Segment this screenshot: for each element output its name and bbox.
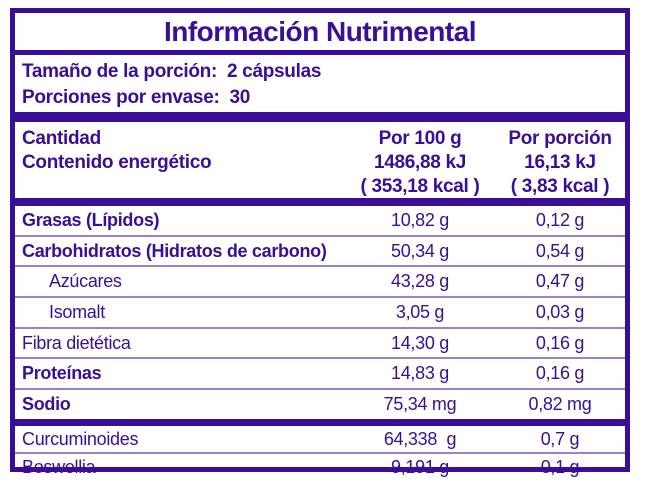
per-100g-kcal: ( 353,18 kcal ) [360, 176, 480, 197]
row-portion-value: 0,16 g [535, 332, 585, 353]
row-label: Grasas (Lípidos) [22, 209, 160, 230]
table-row-proteinas [15, 359, 625, 390]
row-per100-value: 43,28 g [391, 271, 449, 292]
row-portion-value: 0,54 g [535, 240, 585, 261]
per-portion-kj: 16,13 kJ [524, 152, 596, 173]
row-per100-value: 14,30 g [391, 332, 449, 353]
row-label: Isomalt [49, 301, 105, 322]
row-per100-value: 10,82 g [391, 209, 449, 230]
per-100g-title: Por 100 g [378, 128, 462, 149]
row-portion-value: 0,82 mg [528, 393, 592, 414]
table-row-boswellia [15, 454, 625, 481]
table-header [15, 122, 625, 206]
table-row-grasas [15, 206, 625, 237]
table-row-fibra [15, 329, 625, 360]
table-row-carbohidratos [15, 237, 625, 268]
page-title: Información Nutrimental [163, 15, 477, 47]
title-bar [15, 13, 625, 55]
table-row-azucares [15, 267, 625, 298]
row-per100-value: 3,05 g [395, 301, 445, 322]
header-cantidad: Cantidad [22, 128, 101, 149]
row-label: Fibra dietética [22, 332, 131, 353]
row-label: Boswellia [22, 457, 96, 478]
row-label: Azúcares [49, 271, 122, 292]
row-portion-value: 0,16 g [535, 363, 585, 384]
row-per100-value: 50,34 g [391, 240, 449, 261]
row-portion-value: 0,7 g [540, 428, 580, 449]
row-portion-value: 0,47 g [535, 271, 585, 292]
header-label-column [15, 127, 345, 198]
per-100g-kj: 1486,88 kJ [373, 152, 467, 173]
row-label: Carbohidratos (Hidratos de carbono) [22, 240, 327, 261]
row-label: Proteínas [22, 363, 102, 384]
serving-info-section [15, 55, 625, 122]
per-portion-kcal: ( 3,83 kcal ) [510, 176, 610, 197]
row-label: Sodio [22, 393, 71, 414]
row-portion-value: 0,12 g [535, 209, 585, 230]
row-per100-value: 14,83 g [391, 363, 449, 384]
row-per100-value: 75,34 mg [383, 393, 457, 414]
servings-per-container-text: Porciones por envase: 30 [22, 87, 250, 108]
nutrition-facts-label [10, 8, 630, 478]
table-row-sodio [15, 390, 625, 426]
row-portion-value: 0,03 g [535, 301, 585, 322]
header-contenido-energetico: Contenido energético [22, 152, 212, 173]
table-row-isomalt [15, 298, 625, 329]
header-per-100g-column [345, 127, 495, 198]
table-row-curcuminoides [15, 426, 625, 455]
header-per-portion-column [495, 127, 625, 198]
per-portion-title: Por porción [508, 128, 612, 149]
row-per100-value: 64,338 g [383, 428, 457, 449]
row-portion-value: 0,1 g [540, 457, 580, 478]
serving-size-text: Tamaño de la porción: 2 cápsulas [22, 61, 322, 82]
row-label: Curcuminoides [22, 428, 139, 449]
row-per100-value: 9,191 g [391, 457, 449, 478]
